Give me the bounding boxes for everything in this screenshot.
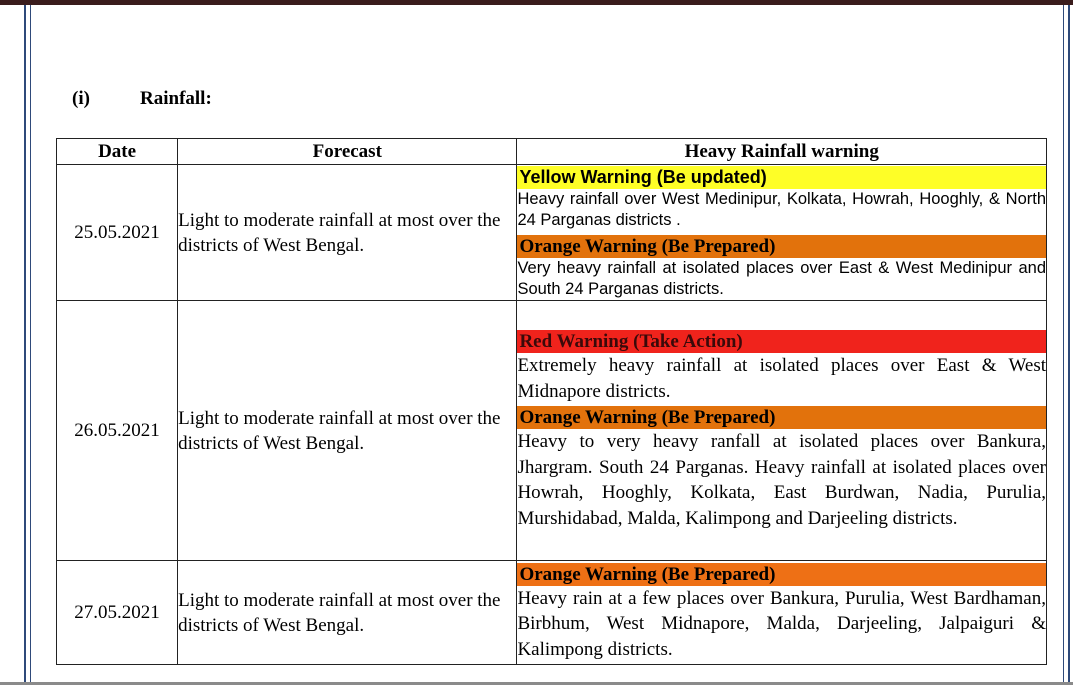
orange-warning-badge: Orange Warning (Be Prepared) (517, 235, 1046, 258)
warning-text: Very heavy rainfall at isolated places over East & West Medinipur and South 24 Parganas districts. (517, 258, 1046, 298)
row-date: 27.05.2021 (57, 561, 178, 665)
row-warnings (517, 561, 1047, 665)
table-header-row (57, 139, 1047, 165)
orange-warning-badge: Orange Warning (Be Prepared) (517, 563, 1046, 586)
header-warning: Heavy Rainfall warning (517, 139, 1047, 165)
row-forecast: Light to moderate rainfall at most over the districts of West Bengal. (178, 561, 517, 665)
top-edge-bar (0, 0, 1073, 5)
page-border-left-inner (30, 5, 31, 682)
page-border-left-outer (24, 5, 26, 682)
rainfall-table (56, 138, 1047, 665)
row-date: 26.05.2021 (57, 301, 178, 561)
section-title: Rainfall: (140, 88, 212, 109)
red-warning-badge: Red Warning (Take Action) (517, 330, 1046, 353)
header-date: Date (57, 139, 178, 165)
row-forecast: Light to moderate rainfall at most over the districts of West Bengal. (178, 301, 517, 561)
row-forecast: Light to moderate rainfall at most over the districts of West Bengal. (178, 165, 517, 301)
page-border-right-outer (1068, 5, 1070, 682)
table-row (57, 301, 1047, 561)
warning-text: Extremely heavy rainfall at isolated places over East & West Midnapore districts. (517, 355, 1046, 402)
section-number: (i) (72, 88, 90, 109)
yellow-warning-badge: Yellow Warning (Be updated) (517, 166, 1046, 189)
page-border-right-inner (1063, 5, 1064, 682)
header-forecast: Forecast (178, 139, 517, 165)
section-heading (72, 88, 212, 110)
table-row (57, 165, 1047, 301)
warning-text: Heavy rain at a few places over Bankura, Purulia, West Bardhaman, Birbhum, West Midnapore, Malda, Darjeeling, Jalpaiguri & Kalimpong districts. (517, 587, 1046, 660)
table-row (57, 561, 1047, 665)
orange-warning-badge: Orange Warning (Be Prepared) (517, 406, 1046, 429)
row-date: 25.05.2021 (57, 165, 178, 301)
row-warnings (517, 165, 1047, 301)
row-warnings (517, 301, 1047, 561)
warning-text: Heavy rainfall over West Medinipur, Kolkata, Howrah, Hooghly, & North 24 Parganas districts . (517, 189, 1046, 229)
warning-text: Heavy to very heavy ranfall at isolated places over Bankura, Jhargram. South 24 Parganas. Heavy rainfall at isolated places over Howrah, Hooghly, Kolkata, East Burdwan, Nadia, Purulia, Murshidabad, Malda, Kalimpong and Darjeeling districts. (517, 431, 1046, 529)
